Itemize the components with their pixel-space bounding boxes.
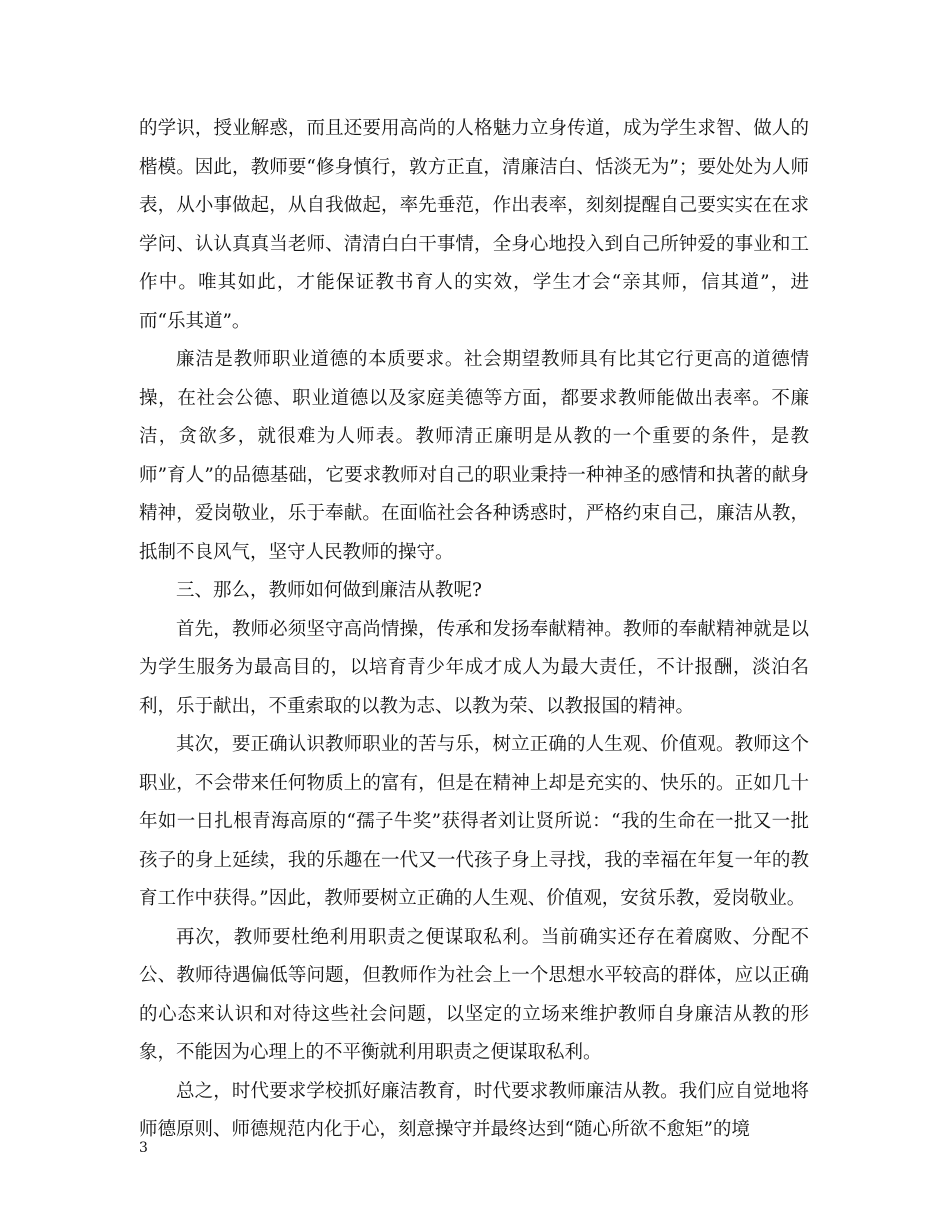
page-number: 3: [139, 1140, 148, 1156]
paragraph-continued: 的学识，授业解惑，而且还要用高尚的人格魅力立身传道，成为学生求智、做人的楷模。因此，教师要“修身慎行，敦方正直，清廉洁白、恬淡无为”；要处处为人师表，从小事做起，从自我做起，率先垂范，作出表率，刻刻提醒自己要实实在在求学问、认认真真当老师、清清白白干事情，全身心地投入到自己所钟爱的事业和工作中。唯其如此，才能保证教书育人的实效，学生才会“亲其师，信其道”，进而“乐其道”。: [139, 118, 809, 332]
section-heading: 三、那么，教师如何做到廉洁从教呢?: [176, 580, 482, 601]
paragraph-third: 再次，教师要杜绝利用职责之便谋取私利。当前确实还存在着腐败、分配不公、教师待遇偏低等问题，但教师作为社会上一个思想水平较高的群体，应以正确的心态来认识和对待这些社会问题，以坚定的立场来维护教师自身廉洁从教的形象，不能因为心理上的不平衡就利用职责之便谋取私利。: [139, 926, 809, 1063]
paragraph-second: 其次，要正确认识教师职业的苦与乐，树立正确的人生观、价值观。教师这个职业，不会带来任何物质上的富有，但是在精神上却是充实的、快乐的。正如几十年如一日扎根青海高原的“孺子牛奖”获得者刘让贤所说：“我的生命在一批又一批孩子的身上延续，我的乐趣在一代又一代孩子身上寻找，我的幸福在年复一年的教育工作中获得。”因此，教师要树立正确的人生观、价值观，安贫乐教，爱岗敬业。: [139, 734, 809, 909]
paragraph-first: 首先，教师必须坚守高尚情操，传承和发扬奉献精神。教师的奉献精神就是以为学生服务为最高目的，以培育青少年成才成人为最大责任，不计报酬，淡泊名利，乐于献出，不重索取的以教为志、以教为荣、以教报国的精神。: [139, 618, 809, 717]
paragraph-conclusion: 总之，时代要求学校抓好廉洁教育，时代要求教师廉洁从教。我们应自觉地将师德原则、师德规范内化于心，刻意操守并最终达到“随心所欲不愈矩”的境: [139, 1080, 809, 1140]
body-text: [139, 110, 809, 1150]
paragraph-integrity: 廉洁是教师职业道德的本质要求。社会期望教师具有比其它行更高的道德情操，在社会公德、职业道德以及家庭美德等方面，都要求教师能做出表率。不廉洁，贪欲多，就很难为人师表。教师清正廉明是从教的一个重要的条件，是教师”育人”的品德基础，它要求教师对自己的职业秉持一种神圣的感情和执著的献身精神，爱岗敬业，乐于奉献。在面临社会各种诱惑时，严格约束自己，廉洁从教，抵制不良风气，坚守人民教师的操守。: [139, 349, 809, 563]
